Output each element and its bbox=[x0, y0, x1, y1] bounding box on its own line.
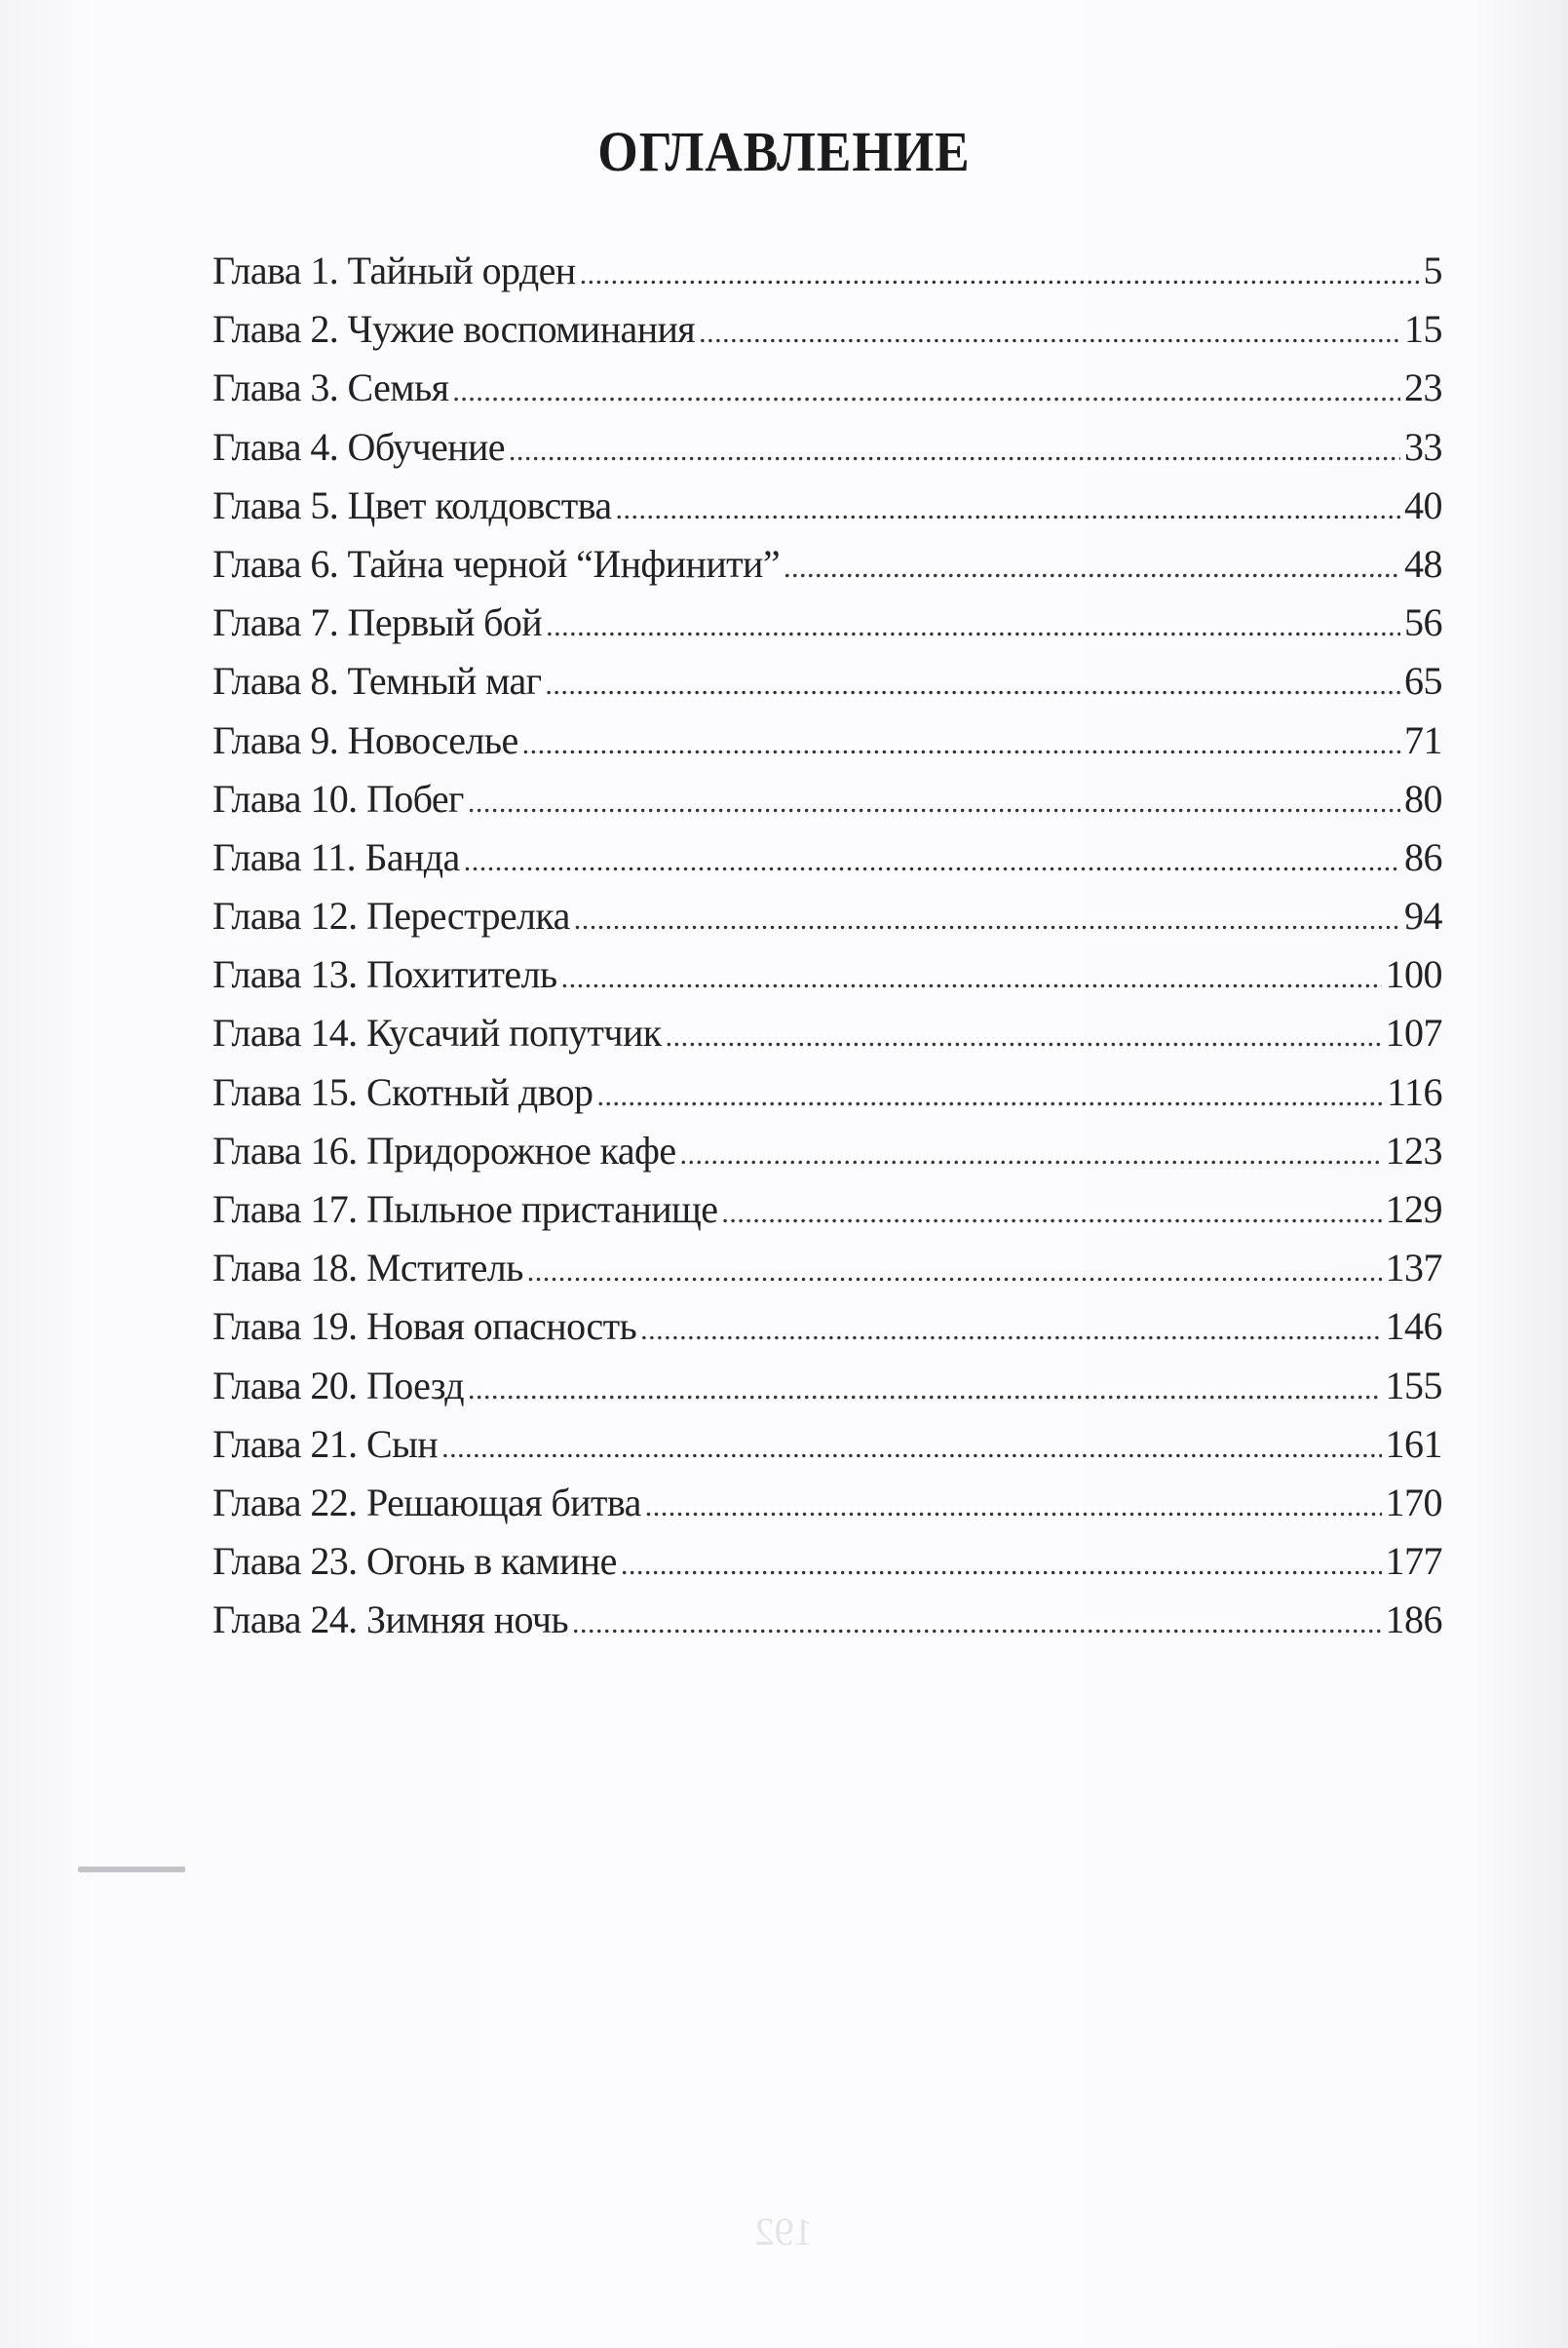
toc-entry bbox=[212, 712, 1442, 770]
toc-entry-page: 146 bbox=[1385, 1304, 1442, 1349]
dot-leader bbox=[561, 949, 1382, 1008]
dot-leader bbox=[522, 715, 1400, 774]
toc-entry-title: Глава 7. Первый бой bbox=[212, 600, 543, 645]
toc-entry-title: Глава 18. Мститель bbox=[212, 1246, 523, 1290]
toc-entry-page: 177 bbox=[1385, 1539, 1442, 1584]
toc-entry-page: 170 bbox=[1385, 1480, 1442, 1524]
toc-entry-page: 186 bbox=[1385, 1597, 1442, 1642]
toc-entry-title: Глава 9. Новоселье bbox=[212, 717, 518, 762]
toc-entry-title: Глава 10. Побег bbox=[212, 776, 464, 821]
toc-entry bbox=[212, 1239, 1442, 1297]
toc-entry-page: 129 bbox=[1385, 1187, 1442, 1231]
dot-leader bbox=[441, 1419, 1381, 1478]
toc-entry bbox=[212, 535, 1442, 594]
toc-entry-title: Глава 19. Новая опасность bbox=[212, 1304, 637, 1349]
toc-entry-page: 5 bbox=[1423, 249, 1442, 292]
toc-entry-title: Глава 22. Решающая битва bbox=[212, 1480, 641, 1524]
bleed-through-page-number: 192 bbox=[754, 2210, 814, 2253]
toc-entry-page: 116 bbox=[1386, 1069, 1442, 1114]
dot-leader bbox=[574, 891, 1400, 949]
toc-entry-page: 15 bbox=[1404, 307, 1442, 352]
toc-entry bbox=[212, 945, 1442, 1004]
toc-entry-title: Глава 20. Поезд bbox=[212, 1363, 464, 1407]
toc-entry bbox=[212, 1474, 1442, 1532]
toc-entry-page: 48 bbox=[1404, 541, 1442, 586]
dot-leader bbox=[572, 1595, 1381, 1653]
toc-entry bbox=[212, 1004, 1442, 1062]
toc-entry-page: 56 bbox=[1404, 600, 1442, 645]
toc-entry-page: 161 bbox=[1385, 1421, 1442, 1466]
toc-entry bbox=[212, 652, 1442, 711]
toc-entry bbox=[212, 887, 1442, 945]
toc-entry-title: Глава 1. Тайный орден bbox=[212, 249, 576, 292]
dot-leader bbox=[680, 1126, 1382, 1184]
dot-leader bbox=[721, 1184, 1381, 1243]
toc-entry-page: 40 bbox=[1404, 482, 1442, 527]
toc-entry-title: Глава 2. Чужие воспоминания bbox=[212, 307, 696, 352]
dot-leader bbox=[545, 656, 1400, 714]
toc-entry-title: Глава 4. Обучение bbox=[212, 424, 505, 469]
toc-entry-title: Глава 11. Банда bbox=[212, 834, 460, 879]
toc-entry bbox=[212, 770, 1442, 828]
toc-entry-page: 137 bbox=[1385, 1246, 1442, 1290]
toc-entry-page: 123 bbox=[1385, 1128, 1442, 1173]
toc-entry bbox=[212, 1415, 1442, 1474]
toc-entry-title: Глава 24. Зимняя ночь bbox=[212, 1597, 569, 1642]
toc-entry-title: Глава 15. Скотный двор bbox=[212, 1069, 593, 1114]
toc-entry-title: Глава 21. Сын bbox=[212, 1421, 439, 1466]
dot-leader bbox=[784, 539, 1400, 597]
toc-entry-page: 65 bbox=[1404, 659, 1442, 704]
toc-entry-title: Глава 14. Кусачий попутчик bbox=[212, 1011, 662, 1056]
toc-entry bbox=[212, 242, 1442, 300]
toc-entry-page: 33 bbox=[1404, 424, 1442, 469]
toc-entry-page: 155 bbox=[1385, 1363, 1442, 1407]
toc-entry-title: Глава 6. Тайна черной “Инфинити” bbox=[212, 541, 781, 586]
toc-entry bbox=[212, 828, 1442, 887]
dot-leader bbox=[699, 304, 1400, 363]
dot-leader bbox=[546, 597, 1400, 656]
dot-leader bbox=[666, 1008, 1382, 1066]
toc-entry-title: Глава 16. Придорожное кафе bbox=[212, 1128, 676, 1173]
toc-entry bbox=[212, 594, 1442, 652]
toc-entry-title: Глава 13. Похититель bbox=[212, 952, 557, 997]
toc-entry bbox=[212, 300, 1442, 359]
dot-leader bbox=[468, 774, 1400, 832]
toc-entry bbox=[212, 1122, 1442, 1180]
toc-entry-page: 71 bbox=[1404, 717, 1442, 762]
toc-entry-page: 94 bbox=[1404, 894, 1442, 939]
toc-entry-page: 86 bbox=[1404, 834, 1442, 879]
ink-smudge bbox=[78, 1867, 185, 1872]
toc-entry bbox=[212, 359, 1442, 417]
toc-entry-title: Глава 12. Перестрелка bbox=[212, 894, 570, 939]
dot-leader bbox=[580, 246, 1420, 304]
toc-entry-title: Глава 5. Цвет колдовства bbox=[212, 482, 612, 527]
toc-entry-page: 80 bbox=[1404, 776, 1442, 821]
toc-entry bbox=[212, 418, 1442, 477]
toc-entry bbox=[212, 1532, 1442, 1591]
toc-entry-page: 100 bbox=[1385, 952, 1442, 997]
toc-entry-title: Глава 17. Пыльное пристанище bbox=[212, 1187, 718, 1231]
dot-leader bbox=[452, 363, 1400, 421]
page-title: ОГЛАВЛЕНИЕ bbox=[597, 120, 971, 183]
toc-entry bbox=[212, 477, 1442, 535]
dot-leader bbox=[640, 1301, 1381, 1360]
toc-entry bbox=[212, 1063, 1442, 1122]
dot-leader bbox=[527, 1243, 1382, 1301]
toc-entry bbox=[212, 1591, 1442, 1649]
toc-entry-page: 107 bbox=[1385, 1011, 1442, 1056]
dot-leader bbox=[621, 1536, 1382, 1595]
dot-leader bbox=[468, 1361, 1382, 1419]
dot-leader bbox=[596, 1067, 1383, 1126]
dot-leader bbox=[645, 1478, 1382, 1536]
dot-leader bbox=[464, 832, 1400, 891]
dot-leader bbox=[509, 422, 1400, 481]
toc-entry bbox=[212, 1180, 1442, 1239]
toc-entry-title: Глава 8. Темный маг bbox=[212, 659, 542, 704]
toc-entry bbox=[212, 1357, 1442, 1415]
toc-entry bbox=[212, 1297, 1442, 1356]
toc-entry-title: Глава 3. Семья bbox=[212, 366, 449, 410]
dot-leader bbox=[616, 481, 1400, 539]
toc-entry-page: 23 bbox=[1404, 366, 1442, 410]
toc-entry-title: Глава 23. Огонь в камине bbox=[212, 1539, 617, 1584]
table-of-contents bbox=[212, 242, 1442, 1650]
